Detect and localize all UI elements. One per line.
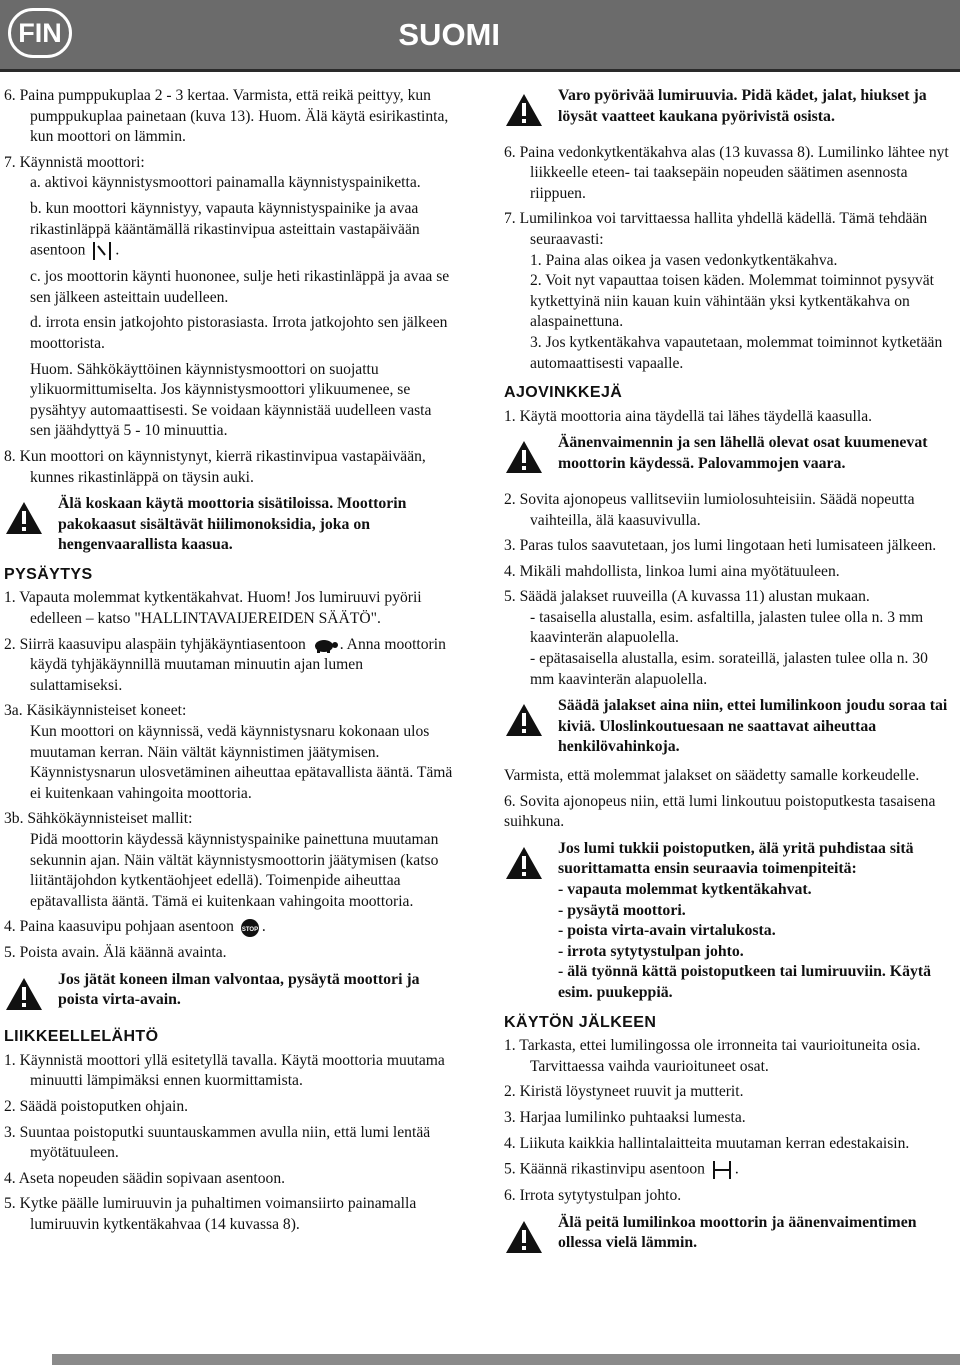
- warning-icon: [504, 702, 544, 738]
- warning-cover: Älä peitä lumilinkoa moottorin ja äänenvaimentimen ollessa vielä lämmin.: [504, 1213, 956, 1262]
- warning-icon: [504, 845, 544, 881]
- turtle-icon: [312, 637, 338, 653]
- stop-3b: Pidä moottorin käydessä käynnistyspainike painettuna muutaman sekunnin ajan. Näin vältät käynnistysmoottorin jäätymisen (katso liitäntäjohdon kytkentäohjeet edellä). Toimenpide aiheuttaa epätavallista ääntä. Tämä ei kuitenkaan vahingoita moottoria.: [30, 831, 439, 910]
- warning-indoor: Älä koskaan käytä moottoria sisätiloissa. Moottorin pakokaasut sisältävät hiilimonoksidia, joka on hengenvaarallista kaasua.: [4, 494, 456, 556]
- go-2: 2. Säädä poistoputken ohjain.: [4, 1097, 189, 1115]
- right-step-7-3: 3. Jos kytkentäkahva vapautetaan, molemmat toiminnot kytketään automaattisesti vapaalle.: [530, 333, 943, 372]
- heading-driving-tips: AJOVINKKEJÄ: [504, 384, 623, 402]
- warning-icon: [4, 976, 44, 1012]
- stop-2: 2. Siirrä kaasuvipu alaspäin tyhjäkäyntiasentoon . Anna moottorin käydä tyhjäkäynnillä muutaman minuutin ajan lumen sulattamiseksi.: [4, 635, 446, 694]
- stop-3a-heading: 3a. Käsikäynnisteiset koneet:: [4, 702, 187, 720]
- warning-icon: [504, 92, 544, 128]
- step-7c: c. jos moottorin käynti huononee, sulje heti rikastinläppä ja avaa se sen jälkeen asteittain uudelleen.: [30, 268, 450, 306]
- go-4: 4. Aseta nopeuden säädin sopivaan asentoon.: [4, 1169, 286, 1187]
- heading-after-use: KÄYTÖN JÄLKEEN: [504, 1013, 657, 1031]
- tip-1: 1. Käytä moottoria aina täydellä tai lähes täydellä kaasulla.: [504, 407, 873, 425]
- step-8: 8. Kun moottori on käynnistynyt, kierrä rikastinvipua vastapäivään, kunnes rikastinläppä on täysin auki.: [4, 447, 426, 486]
- right-step-7-2: 2. Voit nyt vapauttaa toisen käden. Molemmat toiminnot pysyvät kytkettyinä niin kauan kuin vähintään yksi kytkentäkahva on alaspainettuna.: [530, 272, 934, 331]
- language-title: SUOMI: [398, 17, 500, 52]
- after-6: 6. Irrota sytytystulpan johto.: [504, 1187, 682, 1205]
- tip-5a: - tasaisella alustalla, esim. asfaltilla, jalasten tulee olla n. 3 mm kaavinterän alapuolella.: [530, 608, 924, 647]
- stop-3a: Kun moottori on käynnissä, vedä käynnistysnaru kokonaan ulos muutaman kerran. Näin vältät käynnistimen jäätymisen. Käynnistysnarun ulosvetäminen aiheuttaa epätavallista ääntä. Tämä ei kuitenkaan vahingoita moottoria.: [30, 723, 453, 802]
- right-step-7: 7. Lumilinkoa voi tarvittaessa hallita yhdellä kädellä. Tämä tehdään seuraavasti:: [504, 210, 928, 248]
- warning-unattended: Jos jätät koneen ilman valvontaa, pysäytä moottori ja poista virta-avain.: [4, 970, 456, 1019]
- after-4: 4. Liikuta kaikkia hallintalaitteita muutaman kerran edestakaisin.: [504, 1134, 910, 1152]
- footer-bar: [52, 1354, 960, 1365]
- heading-stop: PYSÄYTYS: [4, 565, 93, 583]
- step-7b: b. kun moottori käynnistyy, vapauta käynnistyspainike ja avaa rikastinläppä kääntämällä rikastinvipua asteittain vastapäivään asentoon .: [4, 199, 456, 262]
- warning-clogged: Jos lumi tukkii poistoputken, älä yritä puhdistaa sitä suorittamatta ensin seuraavia toimenpiteitä: - vapauta molemmat kytkentäkahvat. - pysäytä moottori. - poista virta-avain virtalukosta. - irrota sytytystulpan johto. - älä työnnä kättä poistoputkeen tai lumiruuviin. Käytä esim. puukeppiä.: [504, 839, 956, 1004]
- left-column: [4, 86, 456, 1241]
- go-5: 5. Kytke päälle lumiruuvin ja puhaltimen voimansiirto painamalla lumiruuvin kytkentäkahvaa (14 kuvassa 8).: [4, 1195, 417, 1233]
- stop-5: 5. Poista avain. Älä käännä avainta.: [4, 943, 227, 961]
- tip-3: 3. Paras tulos saavutetaan, jos lumi lingotaan heti lumisateen jälkeen.: [504, 537, 937, 555]
- right-column: [504, 86, 956, 1269]
- stop-icon: [240, 918, 260, 938]
- tip-2: 2. Sovita ajonopeus vallitseviin lumiolosuhteisiin. Säädä nopeutta vaihteilla, älä kaasuvivulla.: [504, 490, 915, 529]
- page-header: [0, 0, 960, 72]
- choke-closed-icon: [711, 1159, 733, 1181]
- tip-4: 4. Mikäli mahdollista, linkoa lumi aina myötätuuleen.: [504, 562, 840, 580]
- heading-start-moving: LIIKKEELLELÄHTÖ: [4, 1028, 159, 1046]
- tip-6: 6. Sovita ajonopeus niin, että lumi linkoutuu poistoputkesta tasaisena suihkuna.: [504, 792, 936, 831]
- after-1: 1. Tarkasta, ettei lumilingossa ole irronneita tai vaurioituneita osia. Tarvittaessa vaihda vaurioituneet osat.: [504, 1037, 921, 1075]
- svg-text:STOP: STOP: [241, 926, 258, 933]
- right-step-7-1: 1. Paina alas oikea ja vasen vedonkytkentäkahva.: [530, 251, 838, 269]
- step-7a: a. aktivoi käynnistysmoottori painamalla käynnistyspainiketta.: [30, 174, 421, 192]
- language-badge: FIN: [8, 8, 72, 58]
- after-3: 3. Harjaa lumilinko puhtaaksi lumesta.: [504, 1108, 746, 1126]
- step-7d: d. irrota ensin jatkojohto pistorasiasta. Irrota jatkojohto sen jälkeen moottorista.: [30, 314, 448, 352]
- right-step-6: 6. Paina vedonkytkentäkahva alas (13 kuvassa 8). Lumilinko lähtee nyt liikkeelle eteen- tai taaksepäin nopeuden säätimen asennosta riippuen.: [504, 143, 949, 202]
- tip-5: 5. Säädä jalakset ruuveilla (A kuvassa 11) alustan mukaan.: [504, 588, 870, 606]
- warning-icon: [4, 500, 44, 536]
- warning-auger: Varo pyörivää lumiruuvia. Pidä kädet, jalat, hiukset ja löysät vaatteet kaukana pyörivistä osista.: [504, 86, 956, 135]
- step-6: 6. Paina pumppukuplaa 2 - 3 kertaa. Varmista, että reikä peittyy, kun pumppukuplaa painetaan (kuva 13). Huom. Älä käytä esirikastinta, kun moottori on lämmin.: [4, 87, 449, 146]
- stop-1: 1. Vapauta molemmat kytkentäkahvat. Huom! Jos lumiruuvi pyörii edelleen – katso "HALLINTAVAIJEREIDEN SÄÄTÖ".: [4, 589, 422, 628]
- go-3: 3. Suuntaa poistoputki suuntauskammen avulla niin, että lumi lentää myötätuuleen.: [4, 1123, 431, 1162]
- after-2: 2. Kiristä löystyneet ruuvit ja mutterit.: [504, 1083, 744, 1101]
- warning-muffler: Äänenvaimennin ja sen lähellä olevat osat kuumenevat moottorin käydessä. Palovammojen vaara.: [504, 433, 956, 482]
- go-1: 1. Käynnistä moottori yllä esitetyllä tavalla. Käytä moottoria muutama minuutti lämpimäksi ennen kuormittamista.: [4, 1051, 445, 1090]
- step-7: 7. Käynnistä moottori:: [4, 153, 145, 171]
- warning-icon: [504, 439, 544, 475]
- choke-open-icon: [91, 240, 113, 262]
- stop-4: 4. Paina kaasuvipu pohjaan asentoon STOP .: [4, 917, 456, 938]
- warning-icon: [504, 1219, 544, 1255]
- note: Huom. Sähkökäyttöinen käynnistysmoottori on suojattu ylikuormittumiselta. Jos käynnistysmoottori ylikuumenee, se pysähtyy automaattisesti. Se voidaan käynnistää uudelleen vasta sen jäähdyttyä 5 - 10 minuuttia.: [30, 360, 432, 440]
- stop-3b-heading: 3b. Sähkökäynnisteiset mallit:: [4, 810, 193, 828]
- check-skids: Varmista, että molemmat jalakset on säädetty samalle korkeudelle.: [504, 767, 920, 785]
- warning-skids: Säädä jalakset aina niin, ettei lumilinkoon joudu soraa tai kiviä. Uloslinkoutuesaan ne saattavat aiheuttaa henkilövahinkoja.: [504, 696, 956, 758]
- tip-5b: - epätasaisella alustalla, esim. sorateillä, jalasten tulee olla n. 30 mm kaavinterän alapuolella.: [530, 650, 928, 688]
- after-5: 5. Käännä rikastinvipu asentoon .: [504, 1159, 956, 1181]
